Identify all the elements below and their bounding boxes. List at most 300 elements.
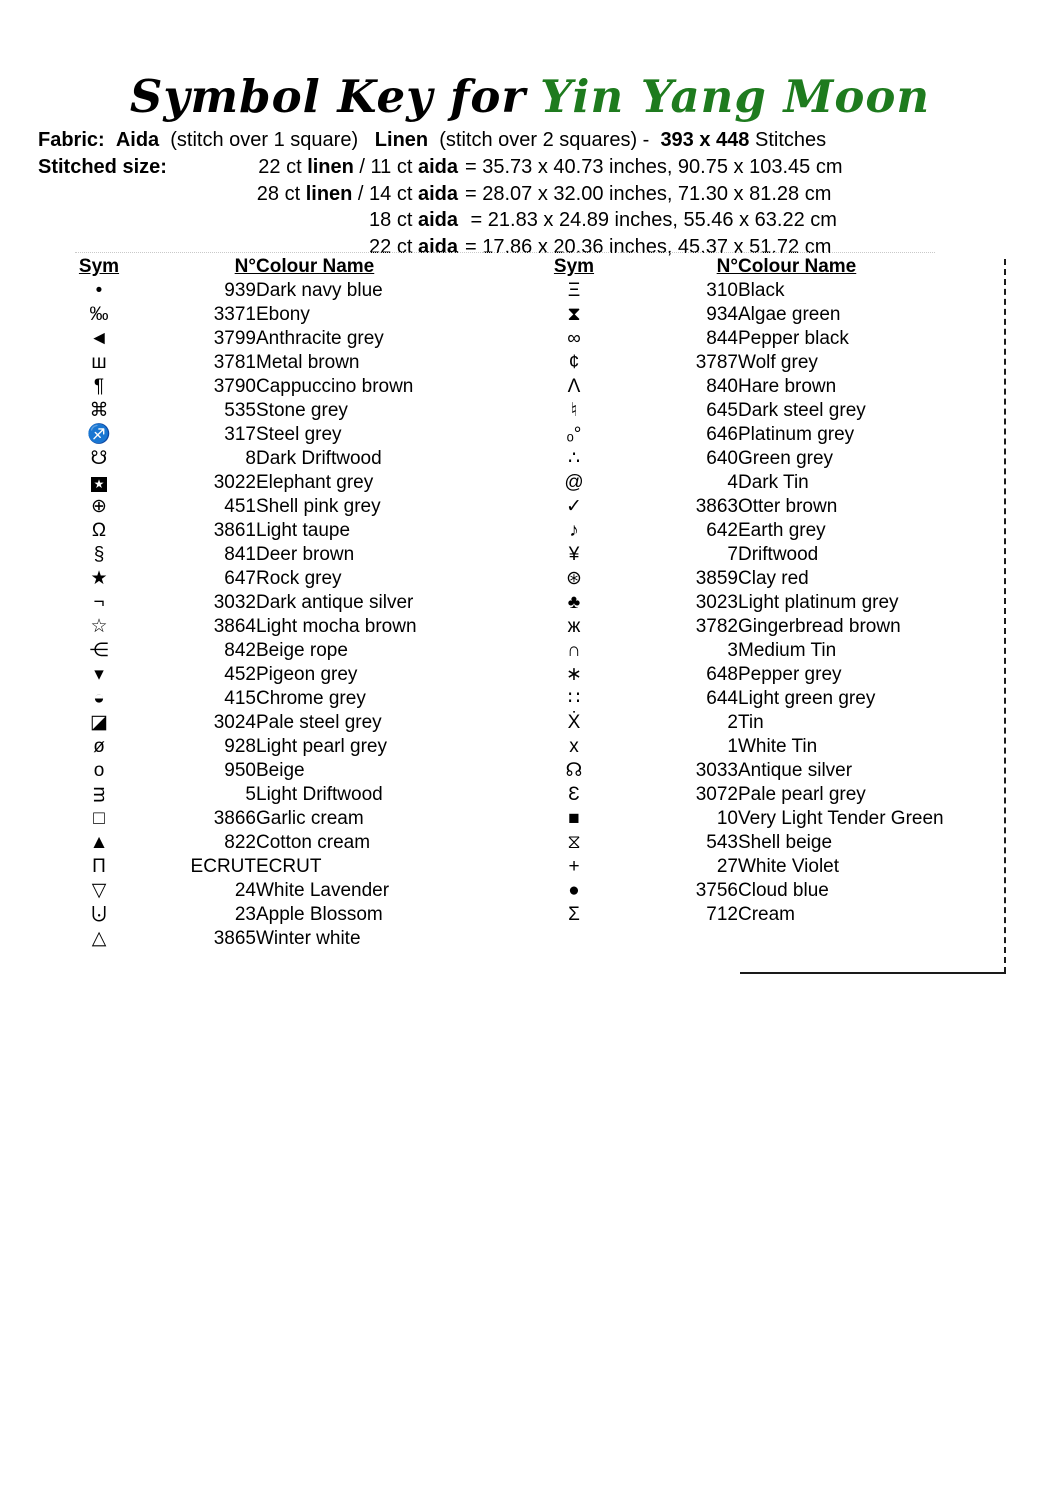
colour-name-cell: Pale pearl grey	[738, 784, 866, 805]
stitch-symbol-icon: ‰	[89, 304, 109, 325]
symbol-cell	[538, 903, 610, 927]
key-row	[60, 687, 530, 711]
stitch-symbol-icon: ◒	[93, 688, 105, 709]
key-row	[60, 327, 530, 351]
stitch-symbol-icon: ⧗	[567, 304, 581, 325]
stitched-dimensions: = 35.73 x 40.73 inches, 90.75 x 103.45 cm	[465, 156, 843, 178]
stitched-size-lines	[196, 154, 842, 260]
stitch-symbol-icon: ♪	[569, 520, 579, 541]
key-row	[538, 783, 1003, 807]
fabric-count-spec	[196, 154, 458, 181]
thread-number-cell: 939	[224, 280, 256, 301]
symbol-cell	[538, 519, 610, 543]
symbol-cell	[60, 519, 138, 543]
symbol-cell	[60, 927, 138, 951]
symbol-cell	[538, 687, 610, 711]
stitch-symbol-icon: Ɛ	[568, 784, 580, 805]
symbol-cell	[538, 279, 610, 303]
text-segment: Linen	[374, 129, 429, 151]
key-row	[60, 519, 530, 543]
thread-number-cell: 535	[224, 400, 256, 421]
symbol-cell	[60, 303, 138, 327]
thread-number-cell: 10	[716, 808, 738, 829]
thread-number-cell: 844	[706, 328, 738, 349]
thread-number-cell: 3033	[695, 760, 738, 781]
key-row	[538, 375, 1003, 399]
text-segment: linen	[305, 182, 353, 205]
stitched-size-label: Stitched size:	[38, 156, 167, 178]
thread-number-cell: 647	[224, 568, 256, 589]
colour-name-cell: Light Driftwood	[256, 784, 383, 805]
header-colour-name: Colour Name	[256, 256, 375, 277]
page-title	[0, 72, 1060, 122]
header-number: N°	[234, 256, 256, 277]
colour-name-cell: Light pearl grey	[256, 736, 387, 757]
colour-name-cell: Clay red	[738, 568, 809, 589]
stitch-symbol-icon: ◄	[89, 328, 109, 349]
symbol-cell	[538, 783, 610, 807]
stitch-symbol-icon: ⌘	[89, 400, 109, 421]
stitch-symbol-icon: Λ	[567, 376, 581, 397]
key-row	[538, 855, 1003, 879]
symbol-cell	[60, 351, 138, 375]
stitched-size-line	[196, 207, 842, 234]
key-row	[60, 471, 530, 495]
symbol-cell	[60, 831, 138, 855]
fabric-count-spec	[196, 181, 458, 208]
stitch-symbol-icon: ¬	[93, 592, 105, 613]
key-row	[60, 423, 530, 447]
key-table-header-row	[60, 255, 530, 279]
symbol-cell	[60, 855, 138, 879]
thread-number-cell: 3790	[213, 376, 256, 397]
symbol-cell	[60, 759, 138, 783]
thread-number-cell: 543	[706, 832, 738, 853]
stitched-size-line	[196, 181, 842, 208]
symbol-cell	[538, 471, 610, 495]
key-row	[538, 663, 1003, 687]
stitch-symbol-icon: ☋	[90, 448, 108, 469]
symbol-cell	[538, 615, 610, 639]
stitch-symbol-icon: ▽	[91, 880, 107, 901]
colour-name-cell: White Violet	[738, 856, 840, 877]
stitch-symbol-icon: ■	[568, 808, 580, 829]
stitch-symbol-icon: ✓	[566, 496, 582, 517]
key-row	[538, 567, 1003, 591]
key-row	[538, 351, 1003, 375]
stitch-symbol-icon: ¶	[93, 376, 105, 397]
stitch-symbol-icon: ∗	[566, 664, 582, 685]
thread-number-cell: 3371	[213, 304, 256, 325]
key-row	[538, 399, 1003, 423]
key-row	[60, 375, 530, 399]
colour-name-cell: Dark Tin	[738, 472, 809, 493]
thread-number-cell: 3864	[213, 616, 256, 637]
thread-number-cell: 3756	[695, 880, 738, 901]
symbol-cell	[538, 375, 610, 399]
colour-name-cell: Gingerbread brown	[738, 616, 901, 637]
colour-name-cell: Cotton cream	[256, 832, 371, 853]
text-segment: aida	[417, 209, 458, 231]
thread-number-cell: 24	[234, 880, 256, 901]
thread-number-cell: 842	[224, 640, 256, 661]
thread-number-cell: 3787	[695, 352, 738, 373]
thread-number-cell: 27	[716, 856, 738, 877]
text-segment: (stitch over 1 square)	[159, 129, 375, 151]
thread-number-cell: 928	[224, 736, 256, 757]
key-row	[538, 831, 1003, 855]
text-segment: (stitch over 2 squares) -	[428, 129, 661, 151]
colour-name-cell: Driftwood	[738, 544, 819, 565]
key-row	[60, 279, 530, 303]
text-segment: 22 ct	[258, 156, 308, 178]
symbol-cell	[538, 711, 610, 735]
key-row	[538, 471, 1003, 495]
key-row	[60, 567, 530, 591]
stitch-symbol-icon: @	[564, 472, 584, 493]
thread-number-cell: 950	[224, 760, 256, 781]
title-pattern-name: Yin Yang Moon	[540, 70, 931, 123]
symbol-cell	[538, 543, 610, 567]
stitch-symbol-icon: §	[93, 544, 105, 565]
text-segment: Fabric:	[38, 129, 105, 151]
stitch-symbol-icon: △	[91, 928, 107, 949]
key-row	[538, 495, 1003, 519]
colour-name-cell: Dark steel grey	[738, 400, 866, 421]
symbol-cell	[60, 567, 138, 591]
colour-name-cell: Shell beige	[738, 832, 833, 853]
symbol-cell	[60, 543, 138, 567]
colour-name-cell: Ebony	[256, 304, 310, 325]
colour-name-cell: Light mocha brown	[256, 616, 417, 637]
thread-number-cell: 3024	[213, 712, 256, 733]
thread-number-cell: 451	[224, 496, 256, 517]
thread-number-cell: 23	[234, 904, 256, 925]
key-row	[60, 879, 530, 903]
symbol-cell	[60, 591, 138, 615]
symbol-cell	[538, 399, 610, 423]
colour-name-cell: Beige	[256, 760, 305, 781]
thread-number-cell: 3863	[695, 496, 738, 517]
key-row	[60, 615, 530, 639]
thread-number-cell: 640	[706, 448, 738, 469]
symbol-cell	[60, 711, 138, 735]
key-row	[60, 903, 530, 927]
symbol-cell	[538, 423, 610, 447]
fabric-count-spec	[196, 207, 458, 234]
symbol-cell	[60, 639, 138, 663]
colour-name-cell: Otter brown	[738, 496, 838, 517]
thread-number-cell: 3023	[695, 592, 738, 613]
symbol-cell	[538, 327, 610, 351]
text-segment	[105, 129, 116, 151]
thread-number-cell: 934	[706, 304, 738, 325]
colour-name-cell: White Lavender	[256, 880, 390, 901]
thread-number-cell: 3865	[213, 928, 256, 949]
colour-name-cell: Cream	[738, 904, 796, 925]
symbol-cell	[60, 471, 138, 495]
symbol-cell	[60, 807, 138, 831]
symbol-cell	[60, 375, 138, 399]
stitched-size-line	[196, 154, 842, 181]
symbol-cell	[60, 279, 138, 303]
symbol-cell	[60, 783, 138, 807]
thread-number-cell: 712	[706, 904, 738, 925]
key-row	[60, 663, 530, 687]
stitch-symbol-icon: ⊕	[91, 496, 107, 517]
key-row	[538, 447, 1003, 471]
stitch-symbol-icon: ▲	[89, 832, 109, 853]
stitch-symbol-icon: ∴	[567, 448, 581, 469]
text-segment: / 14 ct	[352, 182, 418, 205]
key-row	[60, 447, 530, 471]
symbol-cell	[60, 327, 138, 351]
key-row	[60, 759, 530, 783]
colour-name-cell: Elephant grey	[256, 472, 374, 493]
header-number: N°	[716, 256, 738, 277]
symbol-cell	[538, 807, 610, 831]
text-segment: linen	[307, 156, 354, 178]
colour-name-cell: Apple Blossom	[256, 904, 383, 925]
thread-number-cell: 642	[706, 520, 738, 541]
text-segment: aida	[417, 156, 458, 178]
thread-number-cell: ECRUT	[190, 856, 256, 877]
stitch-symbol-icon: □	[93, 808, 105, 829]
key-table-header-row	[538, 255, 1003, 279]
thread-number-cell: 3799	[213, 328, 256, 349]
key-row	[538, 735, 1003, 759]
stitch-symbol-icon: ø	[93, 736, 105, 757]
key-row	[60, 711, 530, 735]
colour-name-cell: Dark Driftwood	[256, 448, 382, 469]
colour-name-cell: Light green grey	[738, 688, 876, 709]
thread-number-cell: 7	[727, 544, 738, 565]
key-table-right	[538, 255, 1003, 927]
title-text: Symbol Key for	[129, 70, 527, 123]
stitch-symbol-icon: ★	[91, 477, 107, 492]
colour-name-cell: Pigeon grey	[256, 664, 358, 685]
key-row	[538, 687, 1003, 711]
thread-number-cell: 317	[224, 424, 256, 445]
stitch-symbol-icon: ∷	[567, 688, 581, 709]
stitch-symbol-icon: Σ	[568, 904, 580, 925]
stitch-symbol-icon: +	[568, 856, 580, 877]
fabric-line	[38, 127, 826, 153]
key-row	[538, 807, 1003, 831]
thread-number-cell: 3781	[213, 352, 256, 373]
key-row	[538, 591, 1003, 615]
stitched-dimensions: = 21.83 x 24.89 inches, 55.46 x 63.22 cm	[465, 209, 837, 231]
key-row	[60, 735, 530, 759]
key-row	[538, 303, 1003, 327]
colour-name-cell: Steel grey	[256, 424, 342, 445]
text-segment: aida	[417, 182, 458, 205]
symbol-cell	[538, 591, 610, 615]
colour-name-cell: White Tin	[738, 736, 818, 757]
faint-divider-rule	[75, 252, 935, 253]
symbol-cell	[60, 447, 138, 471]
thread-number-cell: 5	[245, 784, 256, 805]
symbol-cell	[60, 663, 138, 687]
symbol-cell	[538, 567, 610, 591]
stitched-size-block	[38, 154, 842, 260]
key-row	[538, 711, 1003, 735]
thread-number-cell: 2	[727, 712, 738, 733]
colour-name-cell: Dark navy blue	[256, 280, 383, 301]
colour-name-cell: Deer brown	[256, 544, 355, 565]
colour-name-cell: Anthracite grey	[256, 328, 384, 349]
stitch-symbol-icon: Ξ	[567, 280, 581, 301]
key-row	[538, 327, 1003, 351]
stitch-symbol-icon: ⊛	[566, 568, 582, 589]
colour-name-cell: Stone grey	[256, 400, 348, 421]
colour-name-cell: Hare brown	[738, 376, 837, 397]
thread-number-cell: 3866	[213, 808, 256, 829]
key-table-left	[60, 255, 530, 951]
symbol-cell	[538, 495, 610, 519]
colour-name-cell: Light platinum grey	[738, 592, 899, 613]
key-row	[538, 279, 1003, 303]
stitch-symbol-icon: ▾	[94, 664, 104, 685]
colour-name-cell: Tin	[738, 712, 764, 733]
stitch-symbol-icon: ∩	[567, 640, 581, 661]
colour-name-cell: Very Light Tender Green	[738, 808, 944, 829]
text-segment: 22 ct	[369, 235, 418, 258]
symbol-cell	[538, 639, 610, 663]
key-row	[538, 879, 1003, 903]
thread-number-cell: 822	[224, 832, 256, 853]
stitch-symbol-icon: ¢	[568, 352, 580, 373]
stitch-symbol-icon: ⧖	[567, 832, 581, 853]
colour-name-cell: Cloud blue	[738, 880, 829, 901]
key-row	[538, 639, 1003, 663]
thread-number-cell: 3861	[213, 520, 256, 541]
colour-name-cell: Medium Tin	[738, 640, 837, 661]
thread-number-cell: 3859	[695, 568, 738, 589]
header-sym: Sym	[553, 256, 595, 277]
stitch-symbol-icon: ⋲	[89, 640, 109, 661]
key-row	[60, 927, 530, 951]
stitch-symbol-icon: x	[569, 736, 579, 757]
right-table-border	[1004, 259, 1006, 973]
key-row	[60, 543, 530, 567]
stitch-symbol-icon: ☆	[90, 616, 108, 637]
stitch-symbol-icon: ♣	[567, 592, 581, 613]
stitch-symbol-icon: ◪	[90, 712, 108, 733]
key-row	[538, 615, 1003, 639]
colour-name-cell: Beige rope	[256, 640, 348, 661]
thread-number-cell: 3032	[213, 592, 256, 613]
text-segment: aida	[417, 235, 458, 258]
thread-number-cell: 840	[706, 376, 738, 397]
stitch-symbol-icon: ♮	[570, 400, 578, 421]
stitch-symbol-icon: Ω	[91, 520, 107, 541]
symbol-cell	[60, 399, 138, 423]
thread-number-cell: 452	[224, 664, 256, 685]
key-row	[538, 543, 1003, 567]
colour-name-cell: Wolf grey	[738, 352, 818, 373]
colour-name-cell: Light taupe	[256, 520, 351, 541]
key-row	[538, 519, 1003, 543]
text-segment: 393 x 448	[660, 129, 750, 151]
thread-number-cell: 644	[706, 688, 738, 709]
colour-name-cell: Cappuccino brown	[256, 376, 414, 397]
bottom-table-border	[740, 972, 1006, 974]
thread-number-cell: 3072	[695, 784, 738, 805]
colour-name-cell: Algae green	[738, 304, 841, 325]
key-row	[538, 759, 1003, 783]
colour-name-cell: Metal brown	[256, 352, 360, 373]
text-segment: Aida	[115, 129, 160, 151]
key-row	[60, 783, 530, 807]
colour-name-cell: Earth grey	[738, 520, 826, 541]
symbol-cell	[538, 759, 610, 783]
thread-number-cell: 3782	[695, 616, 738, 637]
symbol-cell	[538, 855, 610, 879]
symbol-cell	[538, 663, 610, 687]
symbol-cell	[60, 903, 138, 927]
thread-number-cell: 3022	[213, 472, 256, 493]
stitch-symbol-icon: ●	[568, 880, 580, 901]
stitch-symbol-icon: ∞	[567, 328, 581, 349]
stitch-symbol-icon: ⨃	[91, 904, 107, 925]
colour-name-cell: Platinum grey	[738, 424, 855, 445]
stitched-dimensions: = 17.86 x 20.36 inches, 45.37 x 51.72 cm	[465, 235, 832, 258]
text-segment: 28 ct	[256, 182, 306, 205]
colour-name-cell: Pepper grey	[738, 664, 842, 685]
stitch-symbol-icon: •	[95, 280, 103, 301]
symbol-cell	[60, 735, 138, 759]
colour-name-cell: Garlic cream	[256, 808, 364, 829]
key-row	[60, 351, 530, 375]
thread-number-cell: 1	[727, 736, 738, 757]
key-row	[60, 639, 530, 663]
colour-name-cell: ECRUT	[256, 856, 322, 877]
symbol-cell	[60, 615, 138, 639]
colour-name-cell: Rock grey	[256, 568, 342, 589]
text-segment: 18 ct	[369, 209, 418, 231]
colour-name-cell: Winter white	[256, 928, 361, 949]
text-segment: / 11 ct	[353, 156, 418, 178]
key-row	[60, 303, 530, 327]
key-row	[60, 591, 530, 615]
stitch-symbol-icon: ☊	[565, 760, 583, 781]
thread-number-cell: 310	[706, 280, 738, 301]
key-row	[60, 399, 530, 423]
key-row	[60, 495, 530, 519]
thread-number-cell: 415	[224, 688, 256, 709]
symbol-cell	[538, 879, 610, 903]
symbol-cell	[60, 687, 138, 711]
symbol-cell	[60, 423, 138, 447]
symbol-cell	[60, 879, 138, 903]
thread-number-cell: 3	[727, 640, 738, 661]
key-row	[60, 855, 530, 879]
key-row	[60, 831, 530, 855]
key-row	[60, 807, 530, 831]
header-sym: Sym	[78, 256, 120, 277]
symbol-cell	[538, 303, 610, 327]
stitch-symbol-icon: ♐	[87, 424, 111, 445]
colour-name-cell: Dark antique silver	[256, 592, 414, 613]
stitch-symbol-icon: Ẋ	[567, 712, 581, 733]
stitch-symbol-icon: ₒ°	[566, 424, 582, 445]
stitched-dimensions: = 28.07 x 32.00 inches, 71.30 x 81.28 cm	[465, 182, 832, 205]
symbol-cell	[538, 831, 610, 855]
thread-number-cell: 4	[727, 472, 738, 493]
key-row	[538, 423, 1003, 447]
text-segment: Stitches	[749, 129, 827, 151]
